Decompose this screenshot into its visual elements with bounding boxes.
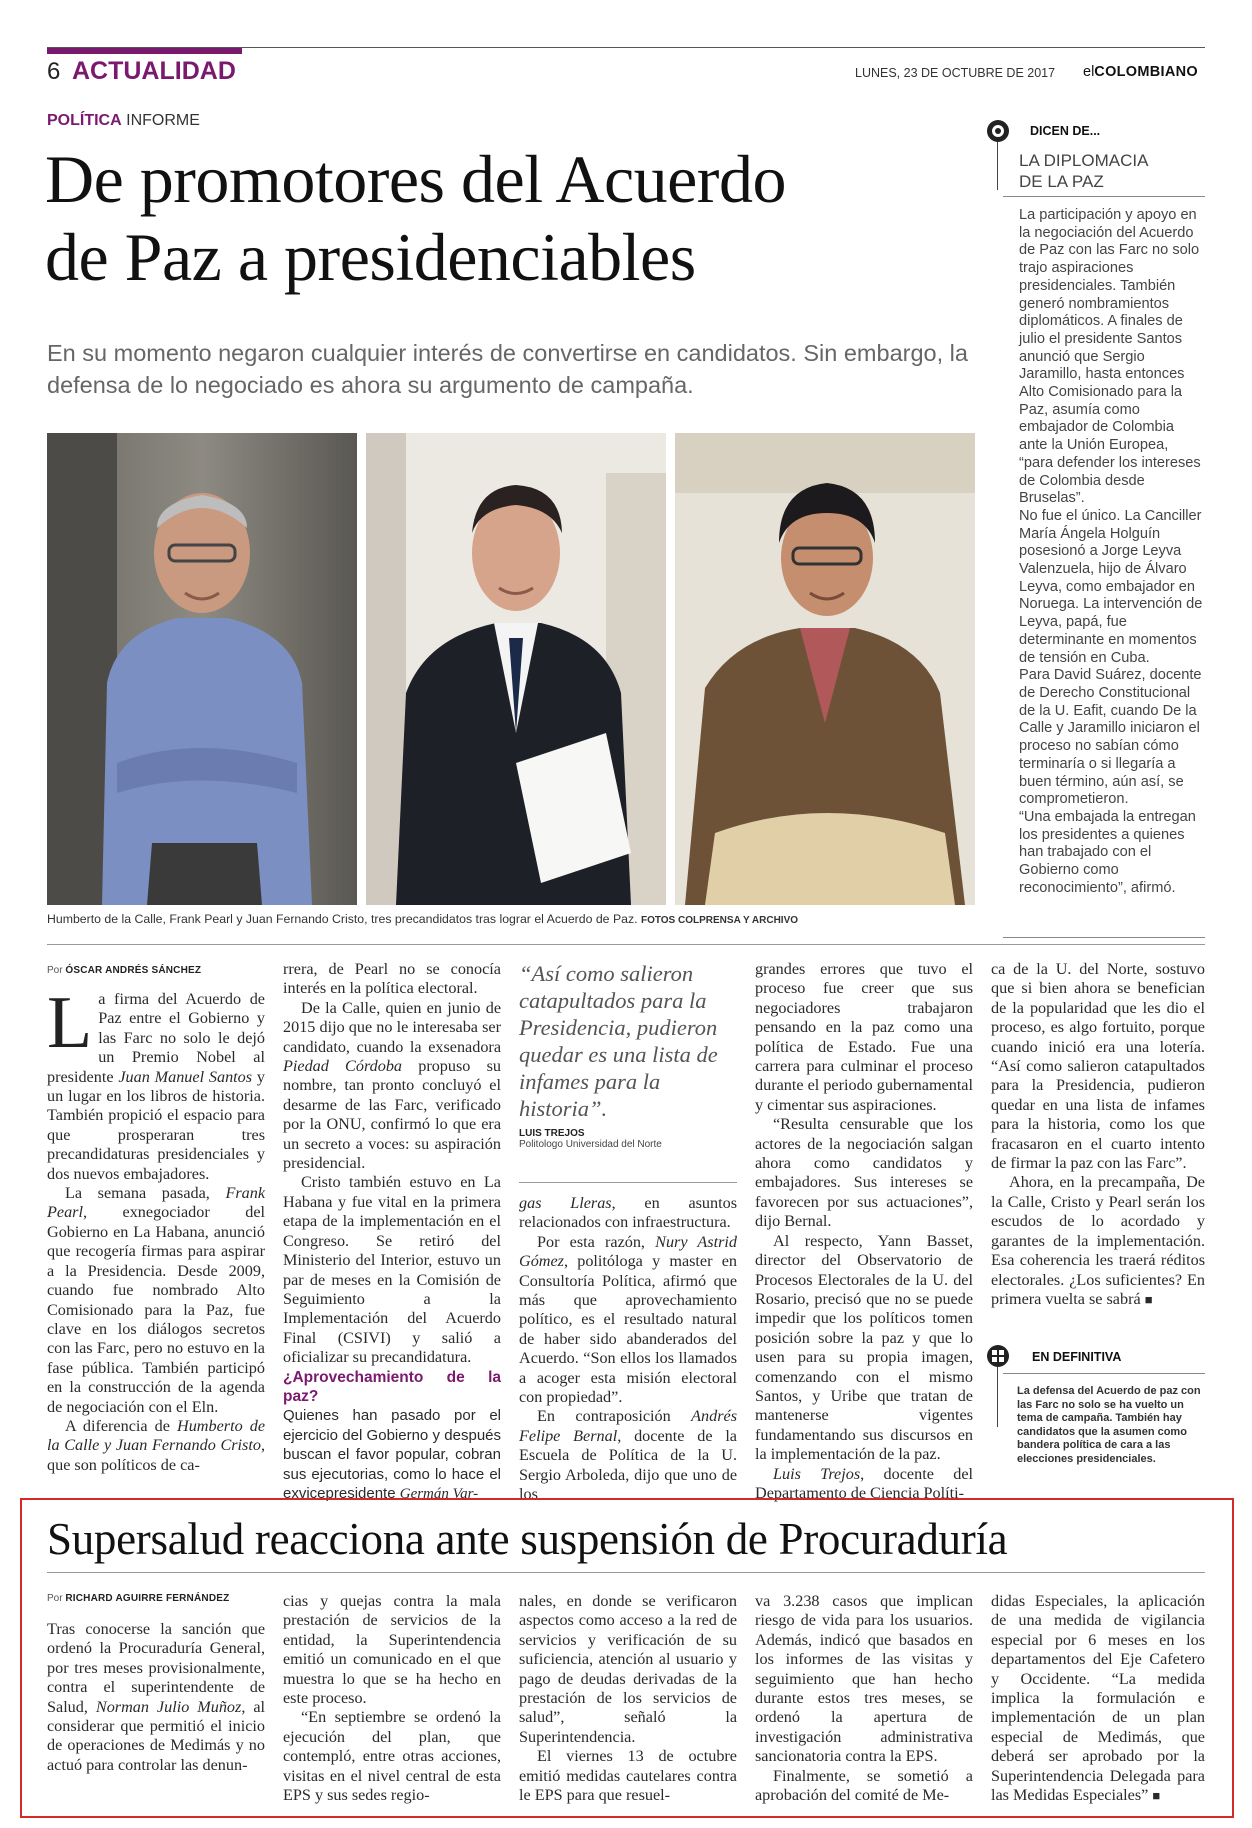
kicker: POLÍTICA INFORME: [47, 112, 200, 129]
second-column-2: cias y quejas contra la mala prestación de servicios de la entidad, la Superintendencia emitió un comunicado en el que muestra lo que se ha hecho en este proceso. “En septiembre se ordenó la ejecución del plan, que contempló, entre otras acciones, visitas en el nivel central de esta EPS y sus sedes regio-: [283, 1592, 501, 1805]
photo-humberto-de-la-calle: [47, 433, 357, 905]
drop-cap: L: [47, 982, 93, 1064]
checklist-icon: [986, 1344, 1010, 1368]
second-end-mark: ■: [1152, 1788, 1161, 1804]
photo-juan-fernando-cristo: [675, 433, 975, 905]
pull-quote: “Así como salieron catapultados para la Presidencia, pudieron quedar es una lista de infames para la historia”. LUIS TREJOS Politologo Universidad del Norte: [519, 961, 718, 1150]
brand-logo: elCOLOMBIANO: [1083, 64, 1198, 80]
article-column-2: rrera, de Pearl no se conocía interés en la política electoral. De la Calle, quien en junio de 2015 dijo que no le interesaba ser candidato, cuando la exsenadora Piedad Córdoba propuso su nombre, tan pronto concluyó el desarme de las Farc, verificado por la ONU, confirmó lo que era un secreto a voces: su aspiración presidencial. Cristo también estuvo en La Habana y fue vital en la primera etapa de la implementación en el Congreso. Se retiró del Ministerio del Interior, estuvo un par de meses en la Comisión de Seguimiento a la Implementación del Acuerdo Final (CSIVI) y salió a oficializar su precandidatura. ¿Aprovechamiento de la paz? Quienes han pasado por el ejercicio del Gobierno y después buscan el favor popular, cobran sus ejecutorias, como lo hace el exvicepresidente Germán Var-: [283, 960, 501, 1502]
article-column-4: grandes errores que tuvo el proceso fue creer que sus negociadores trabajaron pensando en la paz como una política de Estado. Fue una carrera para culminar el proceso durante el periodo gubernamental y cimentar sus aspiraciones. “Resulta censurable que los actores de la negociación salgan ahora como candidatos y embajadores. Sus intereses se favorecen por sus actuaciones”, dijo Bernal. Al respecto, Yann Basset, director del Observatorio de Procesos Electorales de la U. del Rosario, precisó que no se puede impedir que los políticos tomen posición sobre la paz y que lo usen para su propia imagen, comenzando con el mismo Santos, y Uribe que tratan de mantenerse vigentes fundamentando sus discursos en la implementación de la paz. Luis Trejos, docente del Departamento de Ciencia Políti-: [755, 960, 974, 1502]
article-column-1: La firma del Acuerdo de Paz entre el Gobierno y las Farc no solo le dejó un Premio Nobel al presidente Juan Manuel Santos y un lugar en los libros de historia. También propició el espacio para que prosperaran tres precandidaturas presidenciales y dos nuevos embajadores. La semana pasada, Frank Pearl, exnegociador del Gobierno en La Habana, anunció que recogería firmas para aspirar a la Presidencia. Desde 2009, cuando fue nombrado Alto Comisionado para la Paz, fue clave en los diálogos secretos con las Farc, pero no estuvo en la fase pública. También participó en la construcción de la agenda de negociación con el Eln. A diferencia de Humberto de la Calle y Juan Fernando Cristo, que son políticos de ca-: [47, 982, 266, 1474]
sidebar-bottom-rule: [1003, 937, 1205, 938]
pull-quote-rule: [519, 1182, 737, 1183]
issue-date: LUNES, 23 DE OCTUBRE DE 2017: [855, 66, 1056, 80]
page-number: 6: [47, 58, 61, 85]
photo-caption: Humberto de la Calle, Frank Pearl y Juan Fernando Cristo, tres precandidatos tras lograr el Acuerdo de Paz. FOTOS COLPRENSA Y ARCHIVO: [47, 912, 799, 926]
end-mark: ■: [1144, 1291, 1153, 1307]
second-column-3: nales, en donde se verificaron aspectos como acceso a la red de servicios y verificación de su suficiencia, atención al usuario y pago de deudas derivadas de la prestación de los servicios de salud”, señaló la Superintendencia. El viernes 13 de octubre emitió medidas cautelares contra le EPS para que resuel-: [519, 1592, 737, 1805]
definitiva-label-rule: [1003, 1373, 1205, 1374]
headline: De promotores del Acuerdo de Paz a presidenciables: [45, 141, 786, 295]
quote-bubble-icon: [986, 119, 1010, 143]
article-column-3: gas Lleras, en asuntos relacionados con infraestructura. Por esta razón, Nury Astrid Gómez, politóloga y master en Consultoría Política, afirmó que más que aprovechamiento político, es el resultado natural de haber sido abanderados del Acuerdo. “Son ellos los llamados a acoger esta misión electoral con propiedad”. En contraposición Andrés Felipe Bernal, docente de la Escuela de Política de la U. Sergio Arboleda, dijo que uno de los: [519, 1194, 738, 1504]
article-top-rule: [47, 944, 1205, 945]
deck: En su momento negaron cualquier interés de convertirse en candidatos. Sin embargo, la defensa de lo negociado es ahora su argumento de campaña.: [47, 340, 968, 398]
second-column-5: didas Especiales, la aplicación de una medida de vigilancia especial por 6 meses en los departamentos del Eje Cafetero y Occidente. “La medida implica la formulación e implementación de un plan especial de Medimás, que deberá ser aprobado por la Superintendencia Delegada para las Medidas Especiales” ■: [991, 1592, 1205, 1805]
byline: Por ÓSCAR ANDRÉS SÁNCHEZ: [47, 965, 202, 976]
photo-frank-pearl: [366, 433, 666, 905]
article-column-5: ca de la U. del Norte, sostuvo que si bien ahora se benefician de la popularidad que les dio el proceso, es algo fortuito, porque cuando inició era una lotería. “Así como salieron catapultados para la Presidencia, pudieron quedar en una lista de infames para la historia, como los que fracasaron en el cuarto intento de firmar la paz con las Farc”. Ahora, en la precampaña, De la Calle, Cristo y Pearl serán los escudos de lo acordado y garantes de la implementación. Esa coherencia les traerá réditos electorales. ¿Los suficientes? En primera vuelta se sabrá ■: [991, 960, 1205, 1308]
sidebar-title: LA DIPLOMACIA DE LA PAZ: [1019, 151, 1149, 191]
second-column-1: Tras conocerse la sanción que ordenó la Procuraduría General, por tres meses provisionalmente, contra el superintendente de Salud, Norman Julio Muñoz, al considerar que permitió el inicio de operaciones de Medimás y no actuó para controlar las denun-: [47, 1620, 266, 1774]
definitiva-label: EN DEFINITIVA: [1032, 1350, 1122, 1364]
second-column-4: va 3.238 casos que implican riesgo de vida para los usuarios. Además, indicó que basados en los informes de las visitas y seguimiento que han hecho durante estos tres meses, se ordenó la apertura de investigación administrativa sancionatoria contra la EPS. Finalmente, se sometió a aprobación del comité de Me-: [755, 1592, 973, 1805]
definitiva-text: La defensa del Acuerdo de paz con las Farc no solo se ha vuelto un tema de campaña. También hay candidatos que la asumen como bandera política de cara a las elecciones presidenciales.: [1017, 1385, 1201, 1465]
second-headline-rule: [47, 1572, 1205, 1573]
header-rule: [47, 47, 1205, 48]
sidebar-title-rule: [1003, 196, 1205, 197]
second-headline: Supersalud reacciona ante suspensión de Procuraduría: [47, 1514, 1008, 1564]
subheading: ¿Aprovechamiento de la paz?: [283, 1368, 501, 1405]
header-accent-bar: [47, 48, 242, 54]
sidebar-label: DICEN DE...: [1030, 124, 1101, 138]
sidebar-body: La participación y apoyo en la negociación del Acuerdo de Paz con las Farc no solo trajo aspiraciones presidenciales. También generó nombramientos diplomáticos. A finales de julio el presidente Santos anunció que Sergio Jaramillo, hasta entonces Alto Comisionado para la Paz, asumía como embajador de Colombia ante la Unión Europea, “para defender los intereses de Colombia desde Bruselas”. No fue el único. La Canciller María Ángela Holguín posesionó a Jorge Leyva Valenzuela, hijo de Álvaro Leyva, como embajador en Noruega. La intervención de Leyva, papá, fue determinante en momentos de tensión en Cuba. Para David Suárez, docente de Derecho Constitucional de la U. Eafit, cuando De la Calle y Jaramillo iniciaron el proceso no sabían cómo terminaría o si llegaría a buen término, aún así, se comprometieron. “Una embajada la entregan los presidentes a quienes han trabajado con el Gobierno como reconocimiento”, afirmó.: [1019, 207, 1203, 896]
section-title: ACTUALIDAD: [72, 57, 236, 85]
second-byline: Por RICHARD AGUIRRE FERNÁNDEZ: [47, 1593, 230, 1604]
